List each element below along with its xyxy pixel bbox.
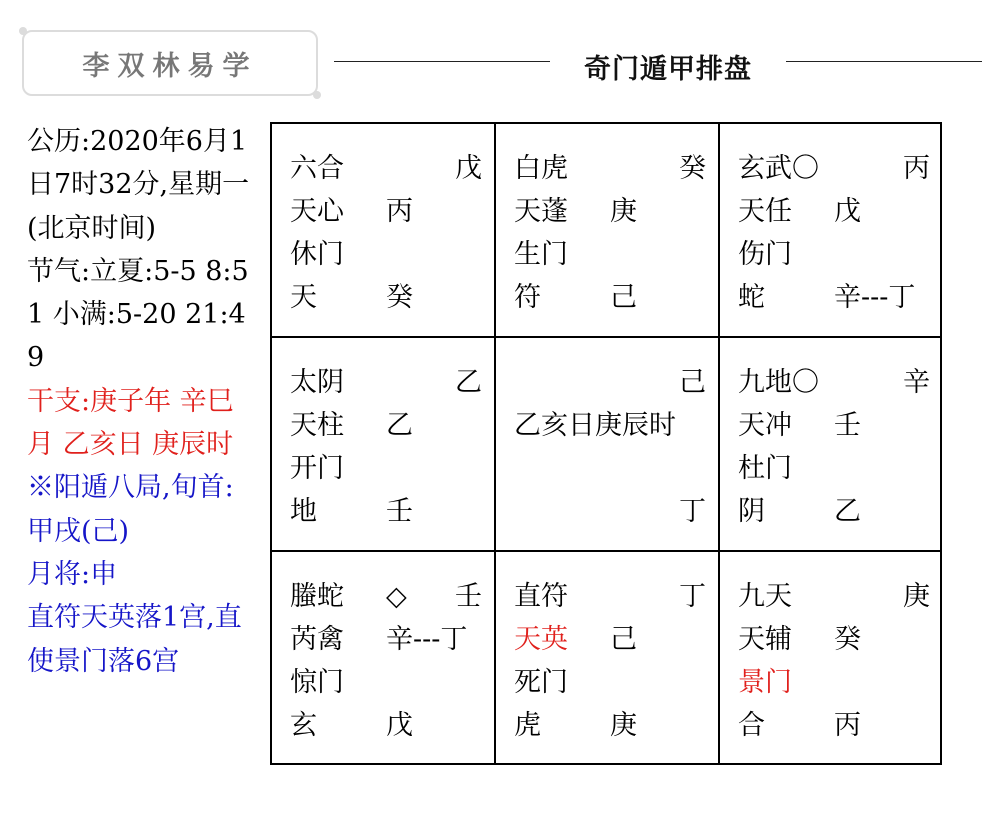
palace-earth-stem: 丁 — [679, 496, 706, 527]
logo — [22, 30, 318, 96]
palace-heaven-stem: 庚 — [903, 581, 930, 612]
palace-star-stem: 戊 — [834, 196, 861, 227]
palace-god: 直符 — [514, 581, 568, 612]
palace-grid — [270, 122, 942, 765]
chart-info — [27, 120, 255, 683]
palace-9 — [496, 124, 720, 338]
info-month-general: 月将:申 — [27, 558, 118, 590]
palace-star-stem: 庚 — [610, 196, 637, 227]
palace-star-stem: 辛---丁 — [386, 624, 468, 655]
palace-earth-stem: 辛---丁 — [834, 282, 916, 313]
logo-text: 李双林易学 — [82, 50, 258, 82]
palace-door: 杜门 — [738, 453, 792, 484]
palace-marker: ◇ — [386, 581, 407, 612]
palace-god: 九地〇 — [738, 367, 819, 398]
palace-earth-stem: 乙 — [834, 496, 861, 527]
palace-door: 死门 — [514, 667, 568, 698]
palace-door: 伤门 — [738, 239, 792, 270]
palace-star-stem: 壬 — [834, 410, 861, 441]
palace-heaven-stem: 己 — [679, 367, 706, 398]
palace-heaven-stem: 丙 — [903, 153, 930, 184]
info-zhifu: 直符天英落1宫,直使景门落6宫 — [27, 602, 242, 677]
palace-god: 白虎 — [514, 153, 568, 184]
palace-7 — [720, 338, 944, 552]
palace-star: 天辅 — [738, 624, 792, 655]
palace-5-center — [496, 338, 720, 552]
palace-door: 开门 — [290, 453, 344, 484]
palace-star-stem: 乙 — [386, 410, 413, 441]
info-ganzhi: 干支:庚子年 辛巳月 乙亥日 庚辰时 — [27, 385, 234, 461]
palace-star: 天冲 — [738, 410, 792, 441]
palace-earth-stem: 癸 — [386, 282, 413, 313]
palace-door: 惊门 — [290, 667, 344, 698]
palace-star: 天蓬 — [514, 196, 568, 227]
palace-star-stem: 丙 — [386, 196, 413, 227]
palace-spirit: 蛇 — [738, 282, 765, 313]
palace-earth-stem: 丙 — [834, 710, 861, 741]
palace-1 — [496, 552, 720, 766]
palace-god: 螣蛇 — [290, 581, 344, 612]
info-calendar: 公历:2020年6月1日7时32分,星期一(北京时间) — [27, 126, 250, 244]
center-day-hour: 乙亥日庚辰时 — [514, 410, 676, 441]
info-solar-term: 节气:立夏:5-5 8:51 小满:5-20 21:49 — [27, 255, 249, 374]
palace-star-stem: 己 — [610, 624, 637, 655]
palace-star: 天英 — [514, 624, 568, 655]
palace-door: 生门 — [514, 239, 568, 270]
palace-star: 芮禽 — [290, 624, 344, 655]
palace-earth-stem: 戊 — [386, 710, 413, 741]
page-title: 奇门遁甲排盘 — [584, 54, 752, 85]
palace-heaven-stem: 壬 — [455, 581, 482, 612]
palace-god: 六合 — [290, 153, 344, 184]
palace-spirit: 阴 — [738, 496, 765, 527]
palace-earth-stem: 壬 — [386, 496, 413, 527]
palace-spirit: 玄 — [290, 710, 317, 741]
palace-heaven-stem: 丁 — [679, 581, 706, 612]
palace-star-stem: 癸 — [834, 624, 861, 655]
palace-3 — [272, 338, 496, 552]
palace-6 — [720, 552, 944, 766]
palace-door: 景门 — [738, 667, 792, 698]
palace-4 — [272, 124, 496, 338]
title-divider-left — [334, 61, 550, 62]
palace-earth-stem: 庚 — [610, 710, 637, 741]
palace-door: 休门 — [290, 239, 344, 270]
palace-star: 天任 — [738, 196, 792, 227]
palace-8 — [272, 552, 496, 766]
palace-heaven-stem: 癸 — [679, 153, 706, 184]
palace-god: 九天 — [738, 581, 792, 612]
palace-2 — [720, 124, 944, 338]
palace-star: 天心 — [290, 196, 344, 227]
palace-spirit: 天 — [290, 282, 317, 313]
palace-heaven-stem: 辛 — [903, 367, 930, 398]
palace-heaven-stem: 乙 — [455, 367, 482, 398]
palace-god: 玄武〇 — [738, 153, 819, 184]
palace-heaven-stem: 戊 — [455, 153, 482, 184]
info-ju: ※阳遁八局,旬首:甲戌(己) — [27, 472, 234, 547]
palace-spirit: 合 — [738, 710, 765, 741]
palace-spirit: 符 — [514, 282, 541, 313]
palace-spirit: 虎 — [514, 710, 541, 741]
palace-god: 太阴 — [290, 367, 344, 398]
title-divider-right — [786, 61, 982, 62]
palace-spirit: 地 — [290, 496, 317, 527]
palace-earth-stem: 己 — [610, 282, 637, 313]
palace-star: 天柱 — [290, 410, 344, 441]
